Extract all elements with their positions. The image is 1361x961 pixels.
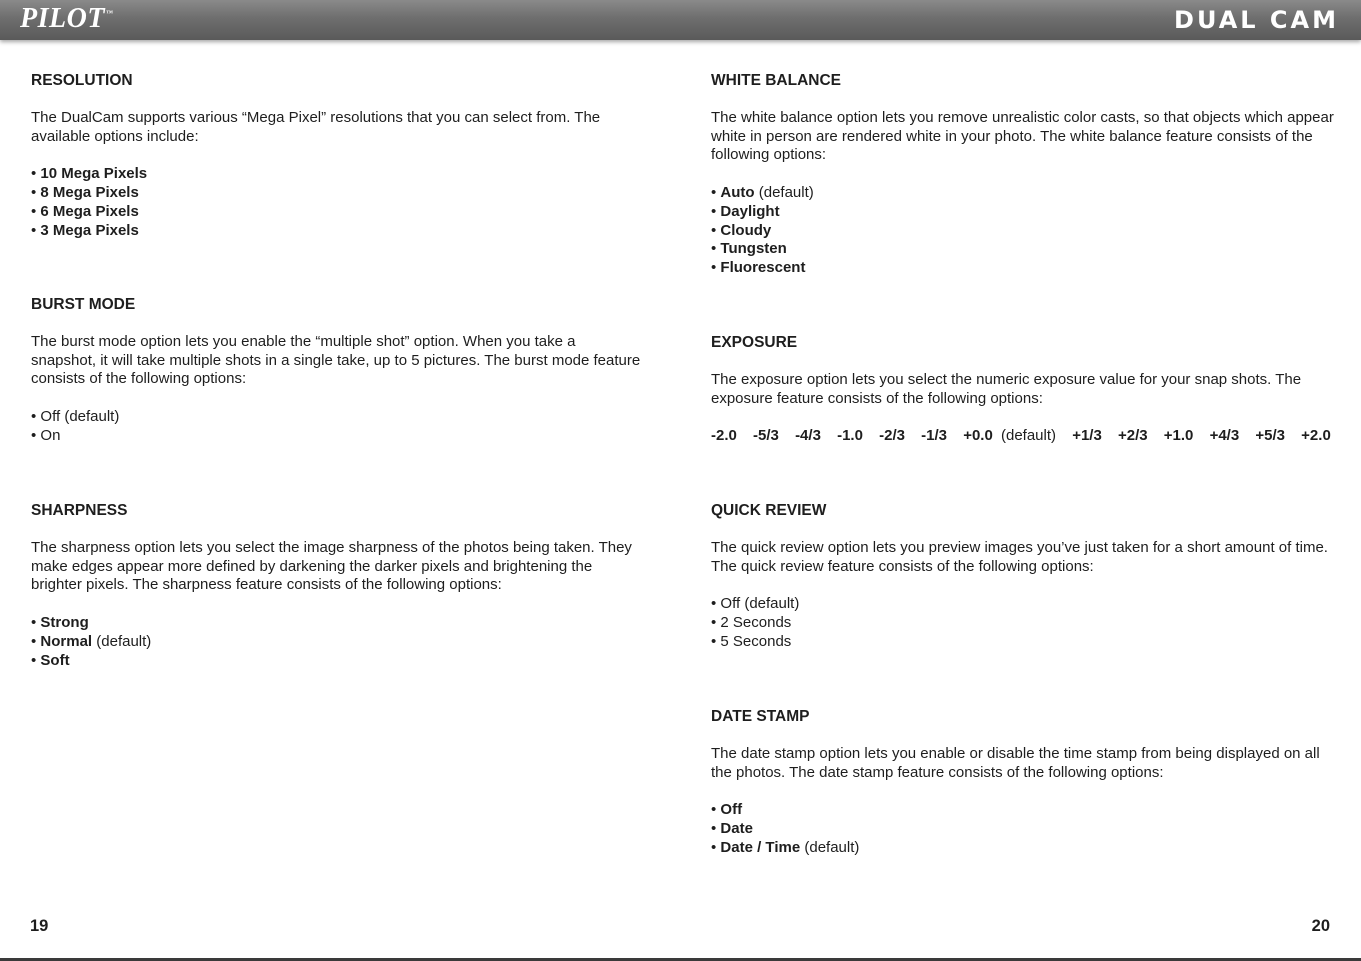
date-stamp-title: DATE STAMP — [711, 708, 810, 725]
resolution-title: RESOLUTION — [31, 72, 133, 89]
exposure-section — [711, 334, 1336, 446]
list-item: • Off (default) — [711, 595, 800, 613]
exposure-body: The exposure option lets you select the numeric exposure value for your snap shots. The exposure feature consists of the following options: — [711, 371, 1302, 407]
burst-mode-options — [31, 408, 641, 445]
exposure-value: -2.0 — [711, 427, 737, 445]
exposure-value: -5/3 — [753, 427, 779, 445]
product-logo: DUAL CAM — [1174, 6, 1339, 34]
exposure-value: -1.0 — [837, 427, 863, 445]
list-item: • 5 Seconds — [711, 632, 792, 650]
exposure-value: -2/3 — [879, 427, 905, 445]
resolution-section — [31, 72, 641, 240]
sharpness-title: SHARPNESS — [31, 502, 128, 519]
list-item: • 10 Mega Pixels — [31, 165, 148, 183]
list-item: • Strong — [31, 614, 89, 632]
date-stamp-body: The date stamp option lets you enable or disable the time stamp from being displayed on all the photos. The date stamp feature consists of the following options: — [711, 745, 1320, 781]
list-item: • 8 Mega Pixels — [31, 184, 139, 202]
list-item: • Auto (default) — [711, 184, 814, 202]
pilot-logo — [20, 3, 113, 35]
quick-review-options — [711, 595, 1336, 651]
list-item: • 3 Mega Pixels — [31, 221, 139, 239]
quick-review-title: QUICK REVIEW — [711, 502, 827, 519]
list-item: • Fluorescent — [711, 258, 806, 276]
page-header — [0, 0, 1361, 40]
exposure-value: +2/3 — [1117, 427, 1148, 445]
list-item: • Tungsten — [711, 240, 787, 258]
exposure-value: +2.0 — [1301, 427, 1331, 445]
exposure-value: +1/3 — [1072, 427, 1102, 445]
burst-mode-body: The burst mode option lets you enable the “multiple shot” option. When you take a snapshot, it will take multiple shots in a single take, up to 5 pictures. The burst mode feature consists of the following options: — [31, 333, 641, 388]
exposure-value: -4/3 — [795, 427, 821, 445]
white-balance-body: The white balance option lets you remove unrealistic color casts, so that objects which appear white in person are rendered white in your photo. The white balance feature consists of the following options: — [711, 109, 1334, 164]
list-item: • On — [31, 426, 61, 444]
white-balance-title: WHITE BALANCE — [711, 72, 842, 89]
date-stamp-section — [711, 708, 1336, 858]
exposure-value: +1.0 — [1163, 427, 1194, 445]
sharpness-section — [31, 502, 641, 670]
burst-mode-section — [31, 296, 641, 446]
list-item: • Normal (default) — [31, 632, 152, 650]
list-item: • Soft — [31, 651, 70, 669]
white-balance-section — [711, 72, 1336, 278]
white-balance-options — [711, 184, 1336, 278]
brand-trademark: ™ — [105, 9, 114, 17]
sharpness-options — [31, 614, 641, 670]
list-item: • Off — [711, 801, 743, 819]
page-number-right: 20 — [1311, 917, 1330, 935]
exposure-values — [711, 427, 1336, 446]
resolution-options — [31, 165, 641, 240]
exposure-value: +0.0 — [963, 427, 993, 445]
list-item: • Date / Time (default) — [711, 838, 860, 856]
exposure-value: -1/3 — [921, 427, 948, 445]
brand-name: PILOT — [20, 3, 105, 34]
sharpness-body: The sharpness option lets you select the image sharpness of the photos being taken. They make edges appear more defined by darkening the darker pixels and brightening the brighter pixels. The sharpness feature consists of the following options: — [31, 539, 632, 594]
exposure-value: +4/3 — [1209, 427, 1240, 445]
exposure-default-note: (default) — [1000, 427, 1057, 445]
list-item: • Daylight — [711, 202, 780, 220]
list-item: • 2 Seconds — [711, 614, 792, 632]
burst-mode-title: BURST MODE — [31, 296, 136, 313]
list-item: • Date — [711, 820, 753, 838]
list-item: • Cloudy — [711, 221, 772, 239]
list-item: • 6 Mega Pixels — [31, 202, 139, 220]
quick-review-section — [711, 502, 1336, 652]
list-item: • Off (default) — [31, 408, 120, 426]
exposure-value: +5/3 — [1255, 427, 1285, 445]
date-stamp-options — [711, 801, 1336, 857]
exposure-title: EXPOSURE — [711, 334, 798, 351]
quick-review-body: The quick review option lets you preview images you’ve just taken for a short amount of time. The quick review feature consists of the following options: — [711, 539, 1328, 575]
resolution-body: The DualCam supports various “Mega Pixel” resolutions that you can select from. The available options include: — [31, 109, 601, 145]
page-number-left: 19 — [30, 917, 49, 935]
